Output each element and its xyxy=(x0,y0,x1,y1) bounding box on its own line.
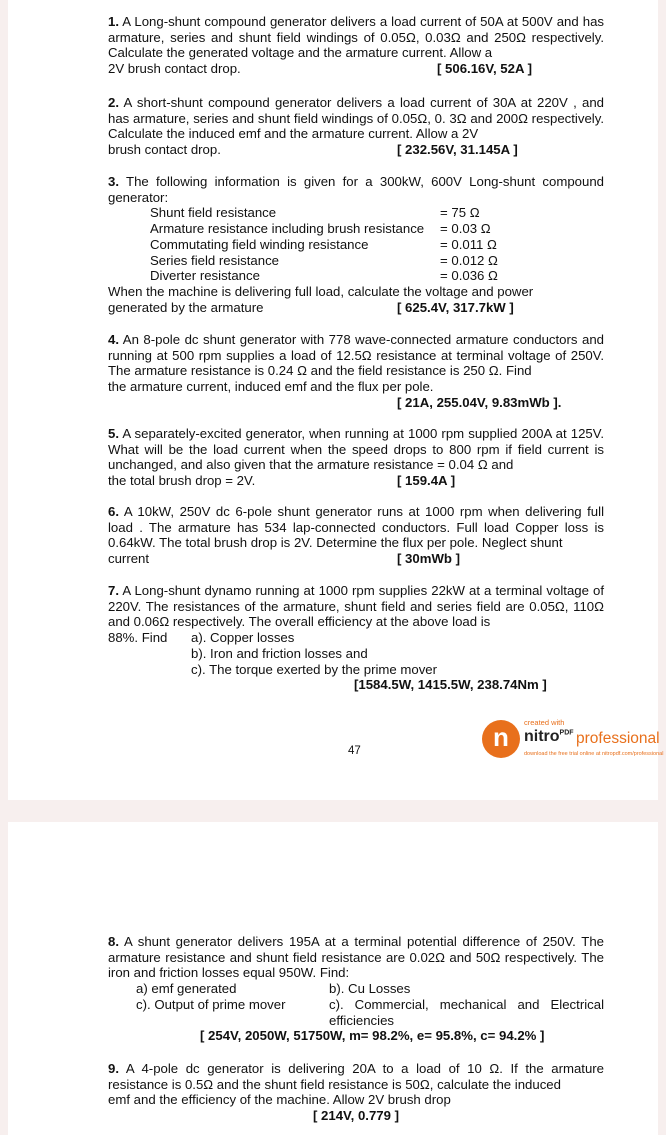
problem-3: 3. The following information is given for a 300kW, 600V Long-shunt compound generator: Shunt field resistance = 75 Ω Armature resistance including brush resistance = 0.03 Ω Commutating field winding resistance = 0.011 Ω Series field resistance = 0.012 Ω Diverter resistance = 0.036 Ω When the machine is delivering full load, calculate the voltage and power generated by the armature [ 625.4V, 317.7kW ] xyxy=(108,174,604,315)
nitro-download-link[interactable]: download the free trial online at nitropdf.com/professional xyxy=(524,751,664,757)
nitro-watermark: n created with nitro$^{PDF}$ professional download the free trial online at nitropdf.com/professional xyxy=(480,714,662,766)
problem-2: 2. A short-shunt compound generator delivers a load current of 30A at 220V , and has armature, series and shunt field windings of 0.05Ω, 0. 3Ω and 200Ω respectively. Calculate the induced emf and the armature current. Allow a 2V brush contact drop. [ 232.56V, 31.145A ] xyxy=(108,95,605,158)
problem-7: 7. A Long-shunt dynamo running at 1000 rpm supplies 22kW at a terminal voltage of 220V. The resistances of the armature, shunt field and series field are 0.05Ω, 110Ω and 0.06Ω respectively. The overall efficiency at the above load is 88%. Find a). Copper losses b). Iron and friction losses and c). The torque exerted by the prime mover [1584.5W, 1415.5W, 238.74Nm ] xyxy=(108,583,605,693)
problem-6: 6. A 10kW, 250V dc 6-pole shunt generator runs at 1000 rpm when delivering full load . The armature has 534 lap-connected conductors. Full load Copper loss is 0.64kW. The total brush drop is 2V. Determine the flux per pole. Neglect shunt current [ 30mWb ] xyxy=(108,504,604,567)
nitro-logo-icon: n xyxy=(482,720,520,758)
problem-1: 1. A Long-shunt compound generator delivers a load current of 50A at 500V and has armature, series and shunt field windings of 0.05Ω, 0.03Ω and 250Ω respectively. Calculate the generated voltage and the armature current. Allow a 2V brush contact drop. [ 506.16V, 52A ] xyxy=(108,14,604,77)
problem-5: 5. A separately-excited generator, when running at 1000 rpm supplied 200A at 125V. What will be the load current when the speed drops to 800 rpm if field current is unchanged, and also given that the armature resistance = 0.04 Ω and the total brush drop = 2V. [ 159.4A ] xyxy=(108,426,604,489)
page-number: 47 xyxy=(348,745,361,757)
resistance-table: Shunt field resistance = 75 Ω Armature resistance including brush resistance = 0.03 Ω Commutating field winding resistance = 0.011 Ω Series field resistance = 0.012 Ω Diverter resistance = 0.036 Ω xyxy=(150,205,498,284)
problem-8: 8. A shunt generator delivers 195A at a terminal potential difference of 250V. The armature resistance and shunt field resistance are 0.02Ω and 50Ω respectively. The iron and friction losses equal 950W. Find: a) emf generated b). Cu Losses c). Output of prime mover c). Commercial, mechanical and Electrical efficiencies [ 254V, 2050W, 51750W, m= 98.2%, e= 95.8%, c= 94.2% ] xyxy=(108,934,605,1044)
problem-9: 9. A 4-pole dc generator is delivering 20A to a load of 10 Ω. If the armature resistance is 0.5Ω and the shunt field resistance is 50Ω, calculate the induced emf and the efficiency of the machine. Allow 2V brush drop [ 214V, 0.779 ] xyxy=(108,1061,605,1124)
problem-4: 4. An 8-pole dc shunt generator with 778 wave-connected armature conductors and running at 500 rpm supplies a load of 12.5Ω resistance at terminal voltage of 250V. The armature resistance is 0.24 Ω and the field resistance is 250 Ω. Find the armature current, induced emf and the flux per pole. [ 21A, 255.04V, 9.83mWb ]. xyxy=(108,332,604,410)
